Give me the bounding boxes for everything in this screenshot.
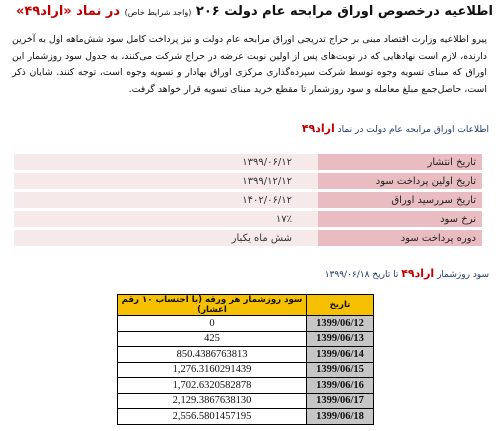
profit-cell: 1,276.3160291439 — [118, 362, 307, 378]
table-row — [14, 173, 482, 189]
table-row — [14, 154, 482, 170]
date-cell: 1399/06/17 — [307, 393, 374, 409]
date-cell: 1399/06/13 — [307, 331, 374, 347]
page-title — [6, 4, 493, 19]
info-label: تاریخ سررسید اوراق — [318, 192, 482, 208]
date-column-header: تاریخ — [307, 295, 374, 316]
info-value: ۱۴۰۲/۰۶/۱۲ — [14, 192, 318, 208]
bond-info-table — [14, 151, 482, 249]
table-row — [14, 230, 482, 246]
table-row — [14, 211, 482, 227]
announcement-paragraph: پیرو اطلاعیه وزارت اقتصاد مبنی بر حراج تدریجی اوراق مرابحه عام دولت و نیز پرداخت کامل سود شش‌ماهه اول به آخرین دارنده، لازم است نهادهایی که در نوبت‌های پس از اولین نوبت عرضه در حراج شرکت می‌کنند، به جدول سود روزشمار این اوراق که مبنای تسویه وجوه توسط شرکت سپرده‌گذاری مرکزی اوراق بهادار و تسویه وجوه است، توجه کنند. شایان ذکر است، حاصل‌جمع مبلغ معامله و سود روزشمار تا مقطع خرید مبنای تسویه قرار خواهد گرفت. — [12, 34, 487, 95]
title-main: اطلاعیه درخصوص اوراق مرابحه عام دولت ۲۰۶ — [195, 4, 493, 19]
table-row — [118, 316, 374, 332]
daily-section-heading — [325, 267, 489, 280]
profit-cell: 2,556.5801457195 — [118, 409, 307, 425]
info-value: ۱۳۹۹/۱۲/۱۲ — [14, 173, 318, 189]
date-cell: 1399/06/16 — [307, 378, 374, 394]
table-row — [118, 393, 374, 409]
info-heading-symbol: اراد۴۹ — [301, 122, 335, 135]
profit-cell: 0 — [118, 316, 307, 332]
info-value: شش ماه یکبار — [14, 230, 318, 246]
profit-cell: 1,702.6320582878 — [118, 378, 307, 394]
daily-profit-table — [117, 294, 374, 425]
info-label: دوره پرداخت سود — [318, 230, 482, 246]
profit-cell: 425 — [118, 331, 307, 347]
daily-heading-suffix: تا تاریخ ۱۳۹۹/۰۶/۱۸ — [324, 270, 399, 280]
table-header-row — [118, 295, 374, 316]
info-section-heading — [302, 122, 489, 135]
profit-cell: 850.4386763813 — [118, 347, 307, 363]
title-note: (واجد شرایط خاص) — [124, 8, 192, 17]
info-label: تاریخ اولین پرداخت سود — [318, 173, 482, 189]
title-symbol: در نماد «اراد۴۹» — [15, 4, 121, 19]
date-cell: 1399/06/18 — [307, 409, 374, 425]
table-row — [118, 409, 374, 425]
table-row — [14, 192, 482, 208]
date-cell: 1399/06/12 — [307, 316, 374, 332]
table-row — [118, 331, 374, 347]
profit-cell: 2,129.3867638130 — [118, 393, 307, 409]
info-value: ۱۳۹۹/۰۶/۱۲ — [14, 154, 318, 170]
daily-heading-prefix: سود روزشمار — [437, 270, 489, 280]
info-value: ۱۷٪ — [14, 211, 318, 227]
table-row — [118, 362, 374, 378]
daily-heading-symbol: اراد۴۹ — [401, 267, 435, 280]
table-row — [118, 378, 374, 394]
date-cell: 1399/06/15 — [307, 362, 374, 378]
date-cell: 1399/06/14 — [307, 347, 374, 363]
profit-column-header: سود روزشمار هر ورقه (با احتساب ۱۰ رقم اعشار) — [118, 295, 307, 316]
info-label: نرخ سود — [318, 211, 482, 227]
info-heading-text: اطلاعات اوراق مرابحه عام دولت در نماد — [337, 125, 489, 135]
info-label: تاریخ انتشار — [318, 154, 482, 170]
table-row — [118, 347, 374, 363]
